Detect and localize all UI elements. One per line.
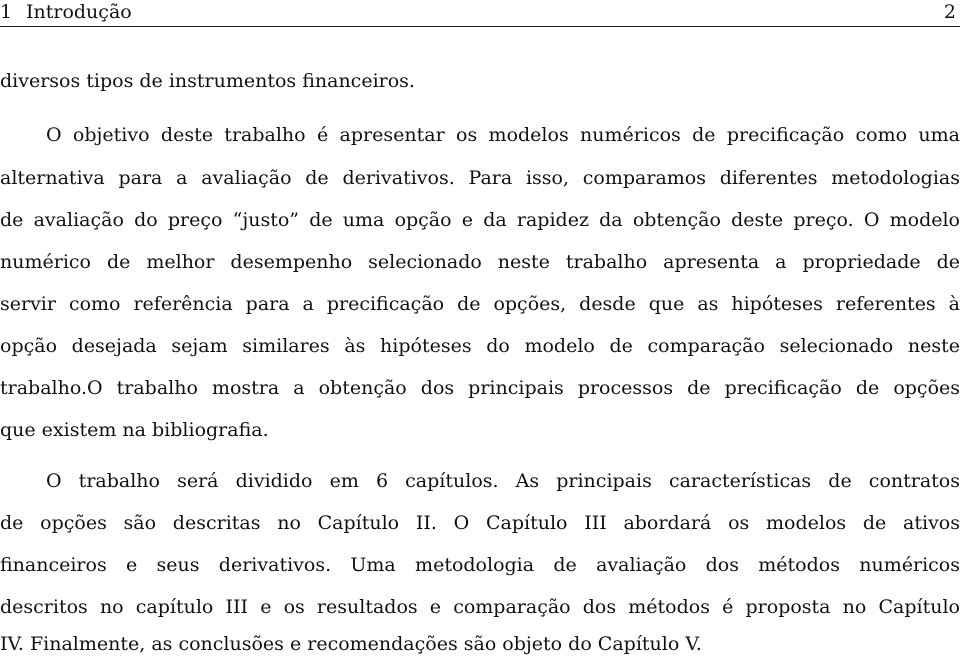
chapter-title: Introdução — [26, 1, 132, 23]
paragraph-2-line-3: de avaliação do preço “justo” de uma opção e da rapidez da obtenção deste preço. O modelo — [0, 209, 960, 231]
paragraph-1-line-1: diversos tipos de instrumentos financeiros. — [0, 70, 415, 92]
paragraph-3-line-1: O trabalho será dividido em 6 capítulos. As principais características de contratos — [46, 470, 960, 492]
chapter-number: 1 — [0, 1, 13, 23]
paragraph-2-line-5: servir como referência para a precificação de opções, desde que as hipóteses referentes à — [0, 293, 960, 315]
paragraph-2-line-1: O objetivo deste trabalho é apresentar os modelos numéricos de precificação como uma — [46, 124, 960, 146]
paragraph-3-line-2: de opções são descritas no Capítulo II. O Capítulo III abordará os modelos de ativos — [0, 512, 960, 534]
paragraph-3-line-3: financeiros e seus derivativos. Uma metodologia de avaliação dos métodos numéricos — [0, 554, 960, 576]
running-header — [0, 0, 960, 27]
paragraph-3-line-5: IV. Finalmente, as conclusões e recomendações são objeto do Capítulo V. — [0, 633, 702, 655]
paragraph-3-line-4: descritos no capítulo III e os resultados e comparação dos métodos é proposta no Capítulo — [0, 596, 960, 618]
paragraph-2-line-6: opção desejada sejam similares às hipóteses do modelo de comparação selecionado neste — [0, 335, 960, 357]
paragraph-2-line-2: alternativa para a avaliação de derivativos. Para isso, comparamos diferentes metodologias — [0, 167, 960, 189]
page-number: 2 — [943, 1, 956, 23]
paragraph-2-line-4: numérico de melhor desempenho selecionado neste trabalho apresenta a propriedade de — [0, 251, 960, 273]
paragraph-2-line-8: que existem na bibliografia. — [0, 419, 269, 441]
paragraph-2-line-7: trabalho.O trabalho mostra a obtenção dos principais processos de precificação de opções — [0, 377, 960, 399]
